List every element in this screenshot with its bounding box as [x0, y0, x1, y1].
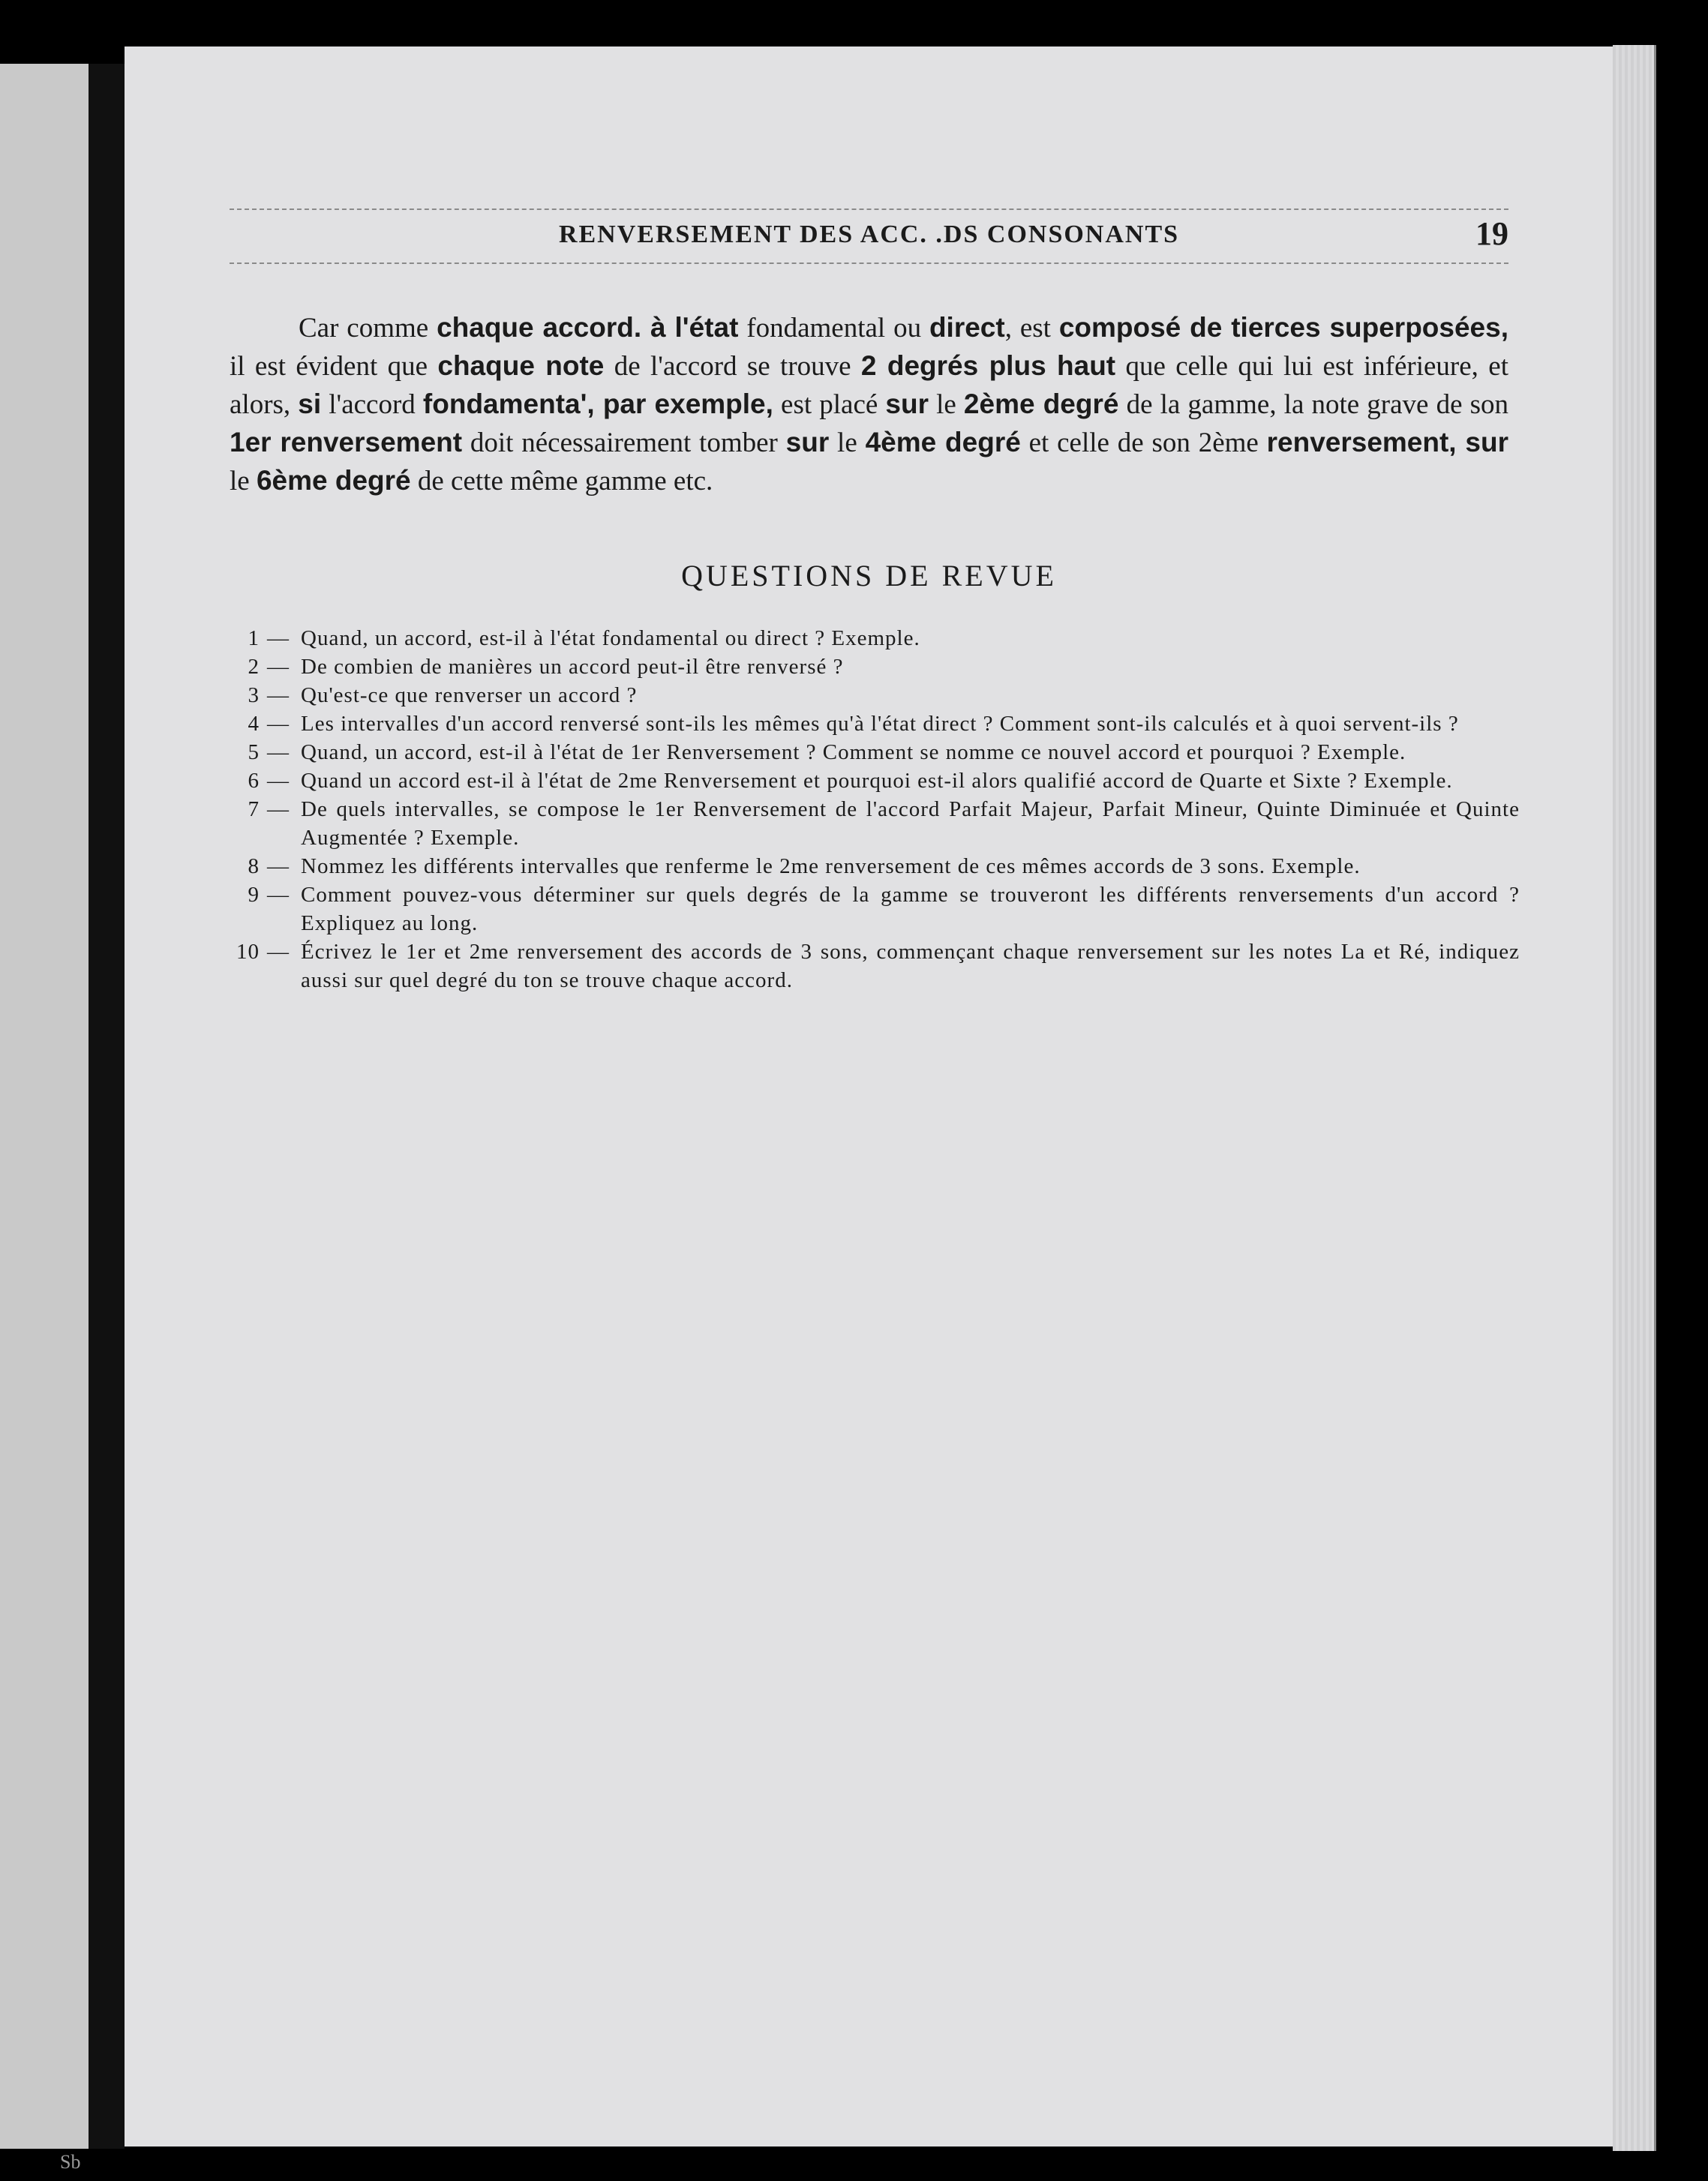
intro-text: de cette même gamme etc. — [410, 466, 713, 496]
intro-emphasis: 1er renversement — [230, 427, 463, 458]
question-number: 1 — [248, 626, 260, 650]
question-item — [230, 624, 1520, 652]
intro-emphasis: renversement, sur — [1266, 427, 1509, 458]
margin-scrap: Sb — [60, 2151, 81, 2173]
question-item — [230, 766, 1520, 795]
intro-text: de l'accord se trouve — [604, 351, 861, 382]
question-dash: — — [267, 769, 290, 793]
intro-emphasis: si — [298, 388, 322, 419]
question-item — [230, 710, 1520, 738]
question-number: 10 — [236, 940, 260, 964]
intro-text: est placé — [773, 389, 886, 420]
question-text: Les intervalles d'un accord renversé sont-ils les mêmes qu'à l'état direct ? Comment sont-ils calculés et à quoi servent-ils ? — [301, 712, 1459, 736]
intro-emphasis: direct — [929, 312, 1005, 343]
question-dash: — — [267, 797, 290, 821]
question-number: 8 — [248, 854, 260, 878]
intro-text: fondamental ou — [738, 313, 929, 344]
page-number: 19 — [1475, 215, 1508, 252]
question-number: 6 — [248, 769, 260, 793]
intro-emphasis: 4ème degré — [865, 427, 1021, 458]
question-text: Écrivez le 1er et 2me renversement des accords de 3 sons, commençant chaque renversement sur les notes La et Ré, indiquez aussi sur quel degré du ton se trouve chaque accord. — [301, 940, 1520, 992]
intro-emphasis: fondamenta', par exemple, — [422, 388, 773, 419]
question-dash: — — [267, 626, 290, 650]
questions-heading: QUESTIONS DE REVUE — [681, 559, 1057, 592]
question-number: 3 — [248, 683, 260, 707]
intro-emphasis: 2 degrés plus haut — [860, 350, 1116, 381]
header-rule-bottom — [230, 262, 1508, 264]
question-dash: — — [267, 740, 290, 764]
book-spine — [89, 64, 125, 2149]
intro-text: que celle qui lui est inférieure, et alors, — [230, 351, 1508, 420]
intro-text: et celle de son 2ème — [1020, 428, 1267, 458]
intro-text: il est évident que — [230, 351, 438, 382]
question-dash: — — [267, 683, 290, 707]
question-text: Qu'est-ce que renverser un accord ? — [301, 683, 638, 707]
question-item — [230, 652, 1520, 681]
intro-emphasis: chaque accord. à l'état — [437, 312, 739, 343]
intro-emphasis: sur — [885, 388, 929, 419]
question-text: Quand, un accord, est-il à l'état fondamental ou direct ? Exemple. — [301, 626, 920, 650]
question-item — [230, 795, 1520, 852]
question-item — [230, 938, 1520, 994]
question-number: 4 — [248, 712, 260, 736]
question-text: De combien de manières un accord peut-il être renversé ? — [301, 655, 844, 679]
question-item — [230, 880, 1520, 938]
running-header — [230, 214, 1508, 256]
question-item — [230, 852, 1520, 880]
question-number: 9 — [248, 883, 260, 907]
intro-emphasis: composé de tierces superposées, — [1058, 312, 1508, 343]
page-edge — [1613, 45, 1656, 2151]
question-number: 5 — [248, 740, 260, 764]
question-text: Quand un accord est-il à l'état de 2me Renversement et pourquoi est-il alors qualifié accord de Quarte et Sixte ? Exemple. — [301, 769, 1453, 793]
intro-text: de la gamme, la note grave de son — [1118, 389, 1509, 420]
question-text: Comment pouvez-vous déterminer sur quels degrés de la gamme se trouveront les différents renversements d'un accord ? Expliquez au long. — [301, 883, 1520, 935]
header-rule-top — [230, 208, 1508, 210]
question-number: 2 — [248, 655, 260, 679]
running-title: RENVERSEMENT DES ACC. .DS CONSONANTS — [558, 220, 1180, 248]
question-text: Nommez les différents intervalles que renferme le 2me renversement de ces mêmes accords de 3 sons. Exemple. — [301, 854, 1361, 878]
intro-paragraph — [230, 309, 1508, 500]
intro-text: doit nécessairement tomber — [462, 428, 786, 458]
intro-text: le — [928, 389, 964, 420]
question-dash: — — [267, 655, 290, 679]
intro-emphasis: 6ème degré — [256, 465, 411, 496]
intro-emphasis: chaque note — [437, 350, 605, 381]
question-text: Quand, un accord, est-il à l'état de 1er Renversement ? Comment se nomme ce nouvel accord et pourquoi ? Exemple. — [301, 740, 1406, 764]
intro-text: le — [829, 428, 866, 458]
question-item — [230, 738, 1520, 766]
questions-list — [230, 624, 1520, 994]
question-dash: — — [267, 940, 290, 964]
intro-text: Car comme — [299, 313, 437, 344]
question-number: 7 — [248, 797, 260, 821]
intro-emphasis: 2ème degré — [963, 388, 1119, 419]
intro-text: l'accord — [321, 389, 423, 420]
intro-emphasis: sur — [785, 427, 830, 458]
question-dash: — — [267, 712, 290, 736]
intro-text: le — [230, 466, 257, 496]
left-page-fragment — [0, 64, 92, 2149]
question-item — [230, 681, 1520, 710]
question-dash: — — [267, 883, 290, 907]
question-text: De quels intervalles, se compose le 1er Renversement de l'accord Parfait Majeur, Parfait Mineur, Quinte Diminuée et Quinte Augmentée ? Exemple. — [301, 797, 1520, 850]
question-dash: — — [267, 854, 290, 878]
intro-text: , est — [1004, 313, 1059, 344]
